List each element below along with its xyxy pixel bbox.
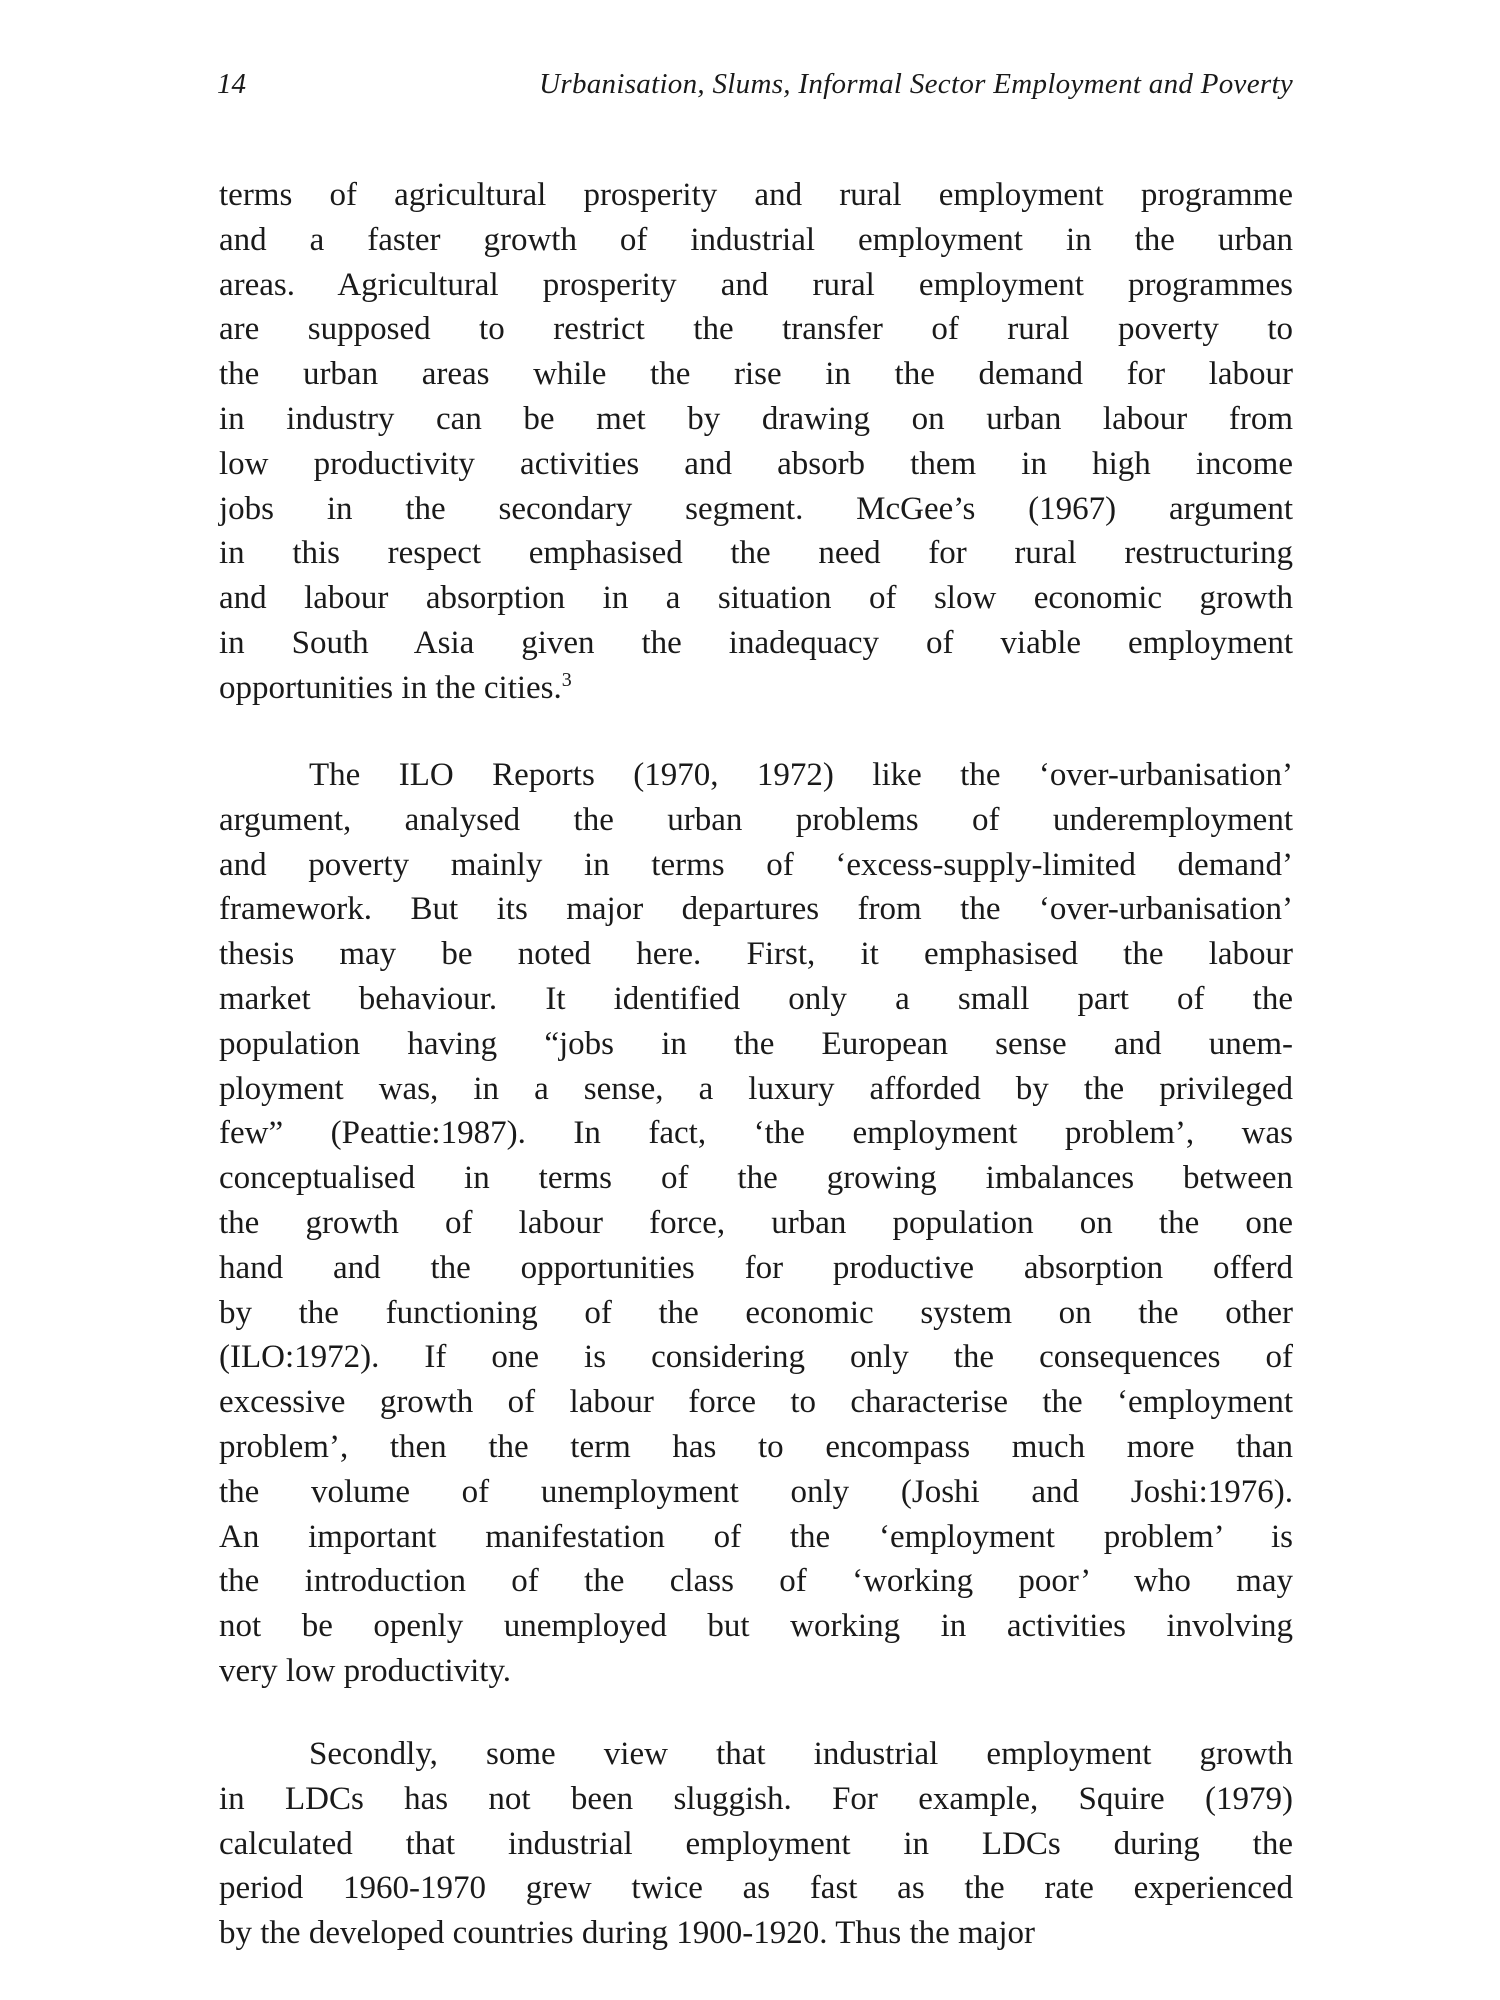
text-line xyxy=(219,887,1293,932)
text-line-content: low productivity activities and absorb them in high income xyxy=(219,445,1293,482)
text-line xyxy=(219,1156,1293,1201)
text-line xyxy=(219,621,1293,666)
text-line-content: not be openly unemployed but working in activities involving xyxy=(219,1608,1293,1645)
page-number: 14 xyxy=(217,68,246,100)
text-line-content: population having “jobs in the European sense and unem- xyxy=(219,1025,1293,1062)
text-line-content: calculated that industrial employment in LDCs during the xyxy=(219,1825,1293,1862)
text-line xyxy=(219,1425,1293,1470)
text-line-content: and labour absorption in a situation of slow economic growth xyxy=(219,580,1293,617)
text-line xyxy=(219,263,1293,308)
text-line-content: few” (Peattie:1987). In fact, ‘the employment problem’, was xyxy=(219,1115,1293,1152)
text-line-content: period 1960-1970 grew twice as fast as the rate experienced xyxy=(219,1870,1293,1907)
text-line-content: the volume of unemployment only (Joshi and Joshi:1976). xyxy=(219,1473,1293,1510)
text-line-content: opportunities in the cities. xyxy=(219,669,562,706)
text-line-content: areas. Agricultural prosperity and rural employment programmes xyxy=(219,266,1293,303)
text-line-content: by the functioning of the economic system on the other xyxy=(219,1294,1293,1331)
text-line-content: (ILO:1972). If one is considering only the consequences of xyxy=(219,1339,1293,1376)
text-line-content: in industry can be met by drawing on urban labour from xyxy=(219,400,1293,437)
text-line xyxy=(219,666,1293,711)
text-line-content: conceptualised in terms of the growing imbalances between xyxy=(219,1160,1293,1197)
text-line xyxy=(219,1866,1293,1911)
text-line xyxy=(219,977,1293,1022)
text-line-content: by the developed countries during 1900-1920. Thus the major xyxy=(219,1915,1035,1952)
text-line xyxy=(219,1777,1293,1822)
text-line xyxy=(219,932,1293,977)
text-line xyxy=(219,1335,1293,1380)
text-line xyxy=(219,173,1293,218)
text-line-content: and a faster growth of industrial employment in the urban xyxy=(219,221,1293,258)
text-line-content: jobs in the secondary segment. McGee’s (1967) argument xyxy=(219,490,1293,527)
text-line xyxy=(219,1649,1293,1694)
text-line-content: the growth of labour force, urban population on the one xyxy=(219,1204,1293,1241)
text-line xyxy=(219,1380,1293,1425)
text-line xyxy=(219,1911,1293,1956)
text-line-content: terms of agricultural prosperity and rural employment programme xyxy=(219,177,1293,213)
text-line xyxy=(219,798,1293,843)
paragraph-2 xyxy=(219,753,1293,1694)
text-line-content: An important manifestation of the ‘employment problem’ is xyxy=(219,1518,1293,1555)
text-line-content: in LDCs has not been sluggish. For example, Squire (1979) xyxy=(219,1780,1293,1817)
text-line xyxy=(219,1604,1293,1649)
text-line-content: market behaviour. It identified only a small part of the xyxy=(219,980,1293,1017)
text-line-content: the urban areas while the rise in the demand for labour xyxy=(219,356,1293,393)
text-line xyxy=(219,307,1293,352)
text-line-content: in South Asia given the inadequacy of viable employment xyxy=(219,624,1293,661)
text-line xyxy=(219,1732,1293,1777)
text-line xyxy=(219,1201,1293,1246)
text-line-content: the introduction of the class of ‘working poor’ who may xyxy=(219,1563,1293,1600)
text-line xyxy=(219,1822,1293,1867)
text-line-content: ployment was, in a sense, a luxury afforded by the privileged xyxy=(219,1070,1293,1107)
text-line-content: hand and the opportunities for productive absorption offerd xyxy=(219,1249,1293,1286)
text-line xyxy=(219,1111,1293,1156)
text-line xyxy=(219,531,1293,576)
text-line xyxy=(219,576,1293,621)
text-line-content: excessive growth of labour force to characterise the ‘employment xyxy=(219,1384,1293,1421)
paragraph-1 xyxy=(219,173,1293,711)
text-line xyxy=(219,1022,1293,1067)
text-line xyxy=(219,487,1293,532)
text-line xyxy=(219,1470,1293,1515)
running-title: Urbanisation, Slums, Informal Sector Employment and Poverty xyxy=(539,68,1293,100)
text-line-content: argument, analysed the urban problems of underemployment xyxy=(219,801,1293,838)
text-line-content: very low productivity. xyxy=(219,1652,512,1689)
paragraph-3 xyxy=(219,1732,1293,1956)
text-line-content: Secondly, some view that industrial employment growth xyxy=(309,1736,1293,1772)
text-line-content: framework. But its major departures from the ‘over-urbanisation’ xyxy=(219,891,1293,928)
footnote-reference: 3 xyxy=(561,668,572,691)
text-line-content: thesis may be noted here. First, it emphasised the labour xyxy=(219,936,1293,973)
text-line xyxy=(219,1515,1293,1560)
text-line xyxy=(219,843,1293,888)
text-line xyxy=(219,1067,1293,1112)
running-header xyxy=(217,68,1293,108)
text-line xyxy=(219,1291,1293,1336)
text-line xyxy=(219,397,1293,442)
text-line-content: The ILO Reports (1970, 1972) like the ‘over-urbanisation’ xyxy=(309,757,1293,793)
text-line xyxy=(219,753,1293,798)
text-line xyxy=(219,1246,1293,1291)
text-line xyxy=(219,1559,1293,1604)
text-line xyxy=(219,442,1293,487)
text-line-content: are supposed to restrict the transfer of rural poverty to xyxy=(219,311,1293,348)
text-line xyxy=(219,218,1293,263)
text-line-content: and poverty mainly in terms of ‘excess-supply-limited demand’ xyxy=(219,846,1293,883)
text-line-content: in this respect emphasised the need for rural restructuring xyxy=(219,535,1293,572)
text-line-content: problem’, then the term has to encompass much more than xyxy=(219,1428,1293,1465)
text-line xyxy=(219,352,1293,397)
